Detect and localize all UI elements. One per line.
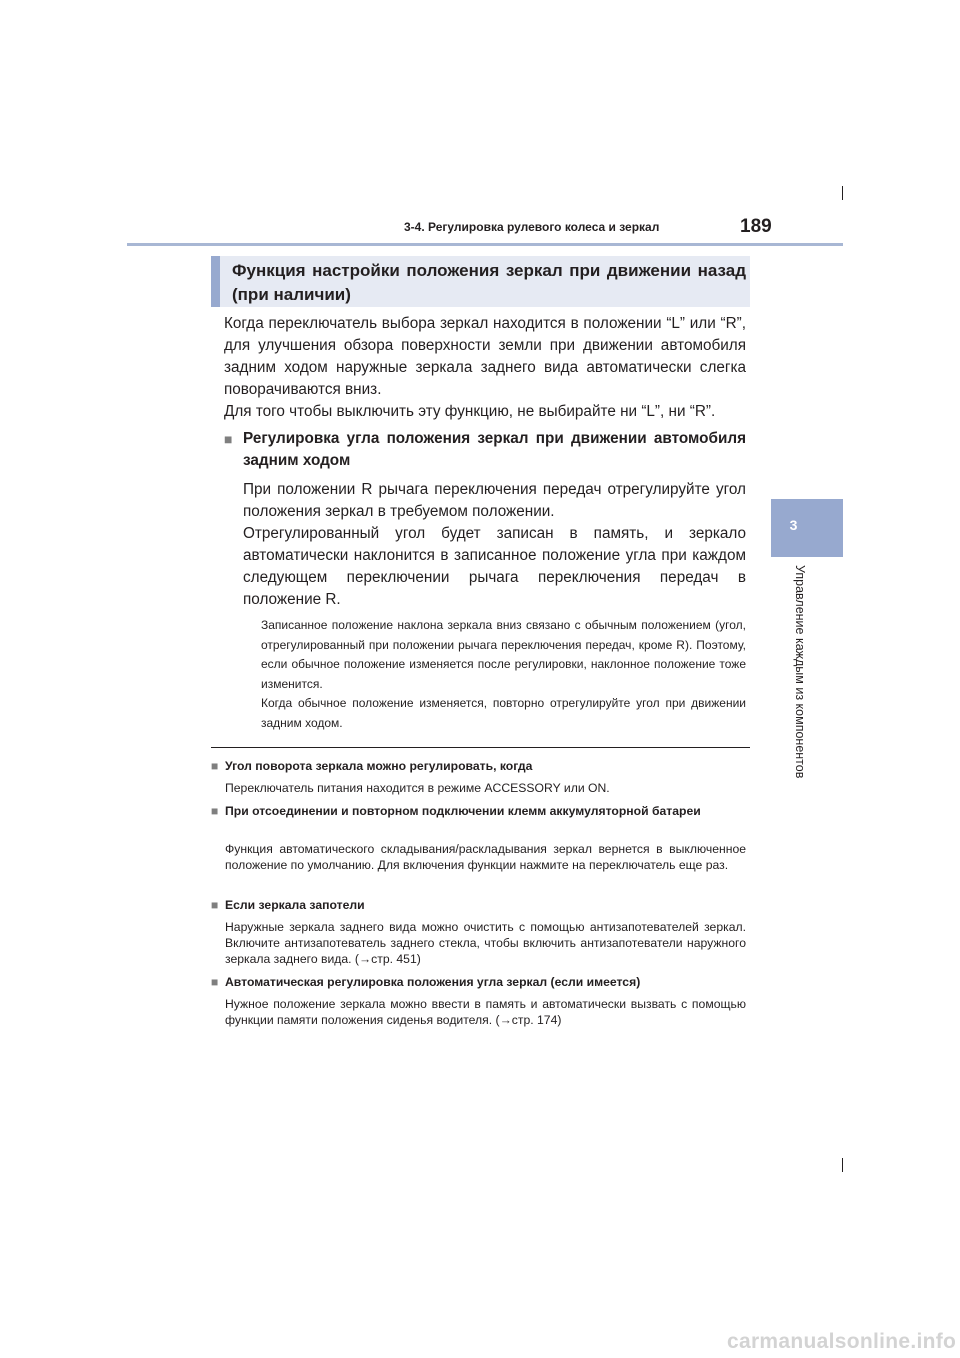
header-rule xyxy=(127,243,843,246)
section-title: Функция настройки положения зеркал при движении назад (при наличии) xyxy=(232,261,746,304)
chapter-tab xyxy=(771,499,843,557)
note-body-2: Функция автоматического складывания/раскладывания зеркал вернется в выключенное положение по умолчанию. Для включения функции нажмите на переключатель еще раз. xyxy=(225,842,746,873)
note-heading-2 xyxy=(211,803,751,819)
note-title-1: Угол поворота зеркала можно регулировать, когда xyxy=(225,759,533,773)
chapter-number: 3 xyxy=(789,517,798,533)
note-body-1: Переключатель питания находится в режиме ACCESSORY или ON. xyxy=(225,781,610,795)
note-heading-1 xyxy=(211,758,751,774)
square-bullet-icon: ■ xyxy=(211,975,219,989)
note-title-4: Автоматическая регулировка положения угла зеркал (если имеется) xyxy=(225,975,641,989)
note-body-3: Наружные зеркала заднего вида можно очистить с помощью антизапотевателей зеркал. Включите антизапотеватель заднего стекла, чтобы включить антизапотеватели наружного зеркала заднего вида. (→стр. 451) xyxy=(225,920,746,967)
chapter-label: Управление каждым из компонентов xyxy=(793,565,807,779)
intro-paragraph: Когда переключатель выбора зеркал находится в положении “L” или “R”, для улучшения обзора поверхности земли при движении автомобиля задним ходом наружные зеркала заднего вида автоматически слегка поворачиваются вниз. xyxy=(224,315,746,398)
subsection-paragraph: При положении R рычага переключения передач отрегулируйте угол положения зеркал в требуемом положении. xyxy=(243,481,746,520)
notes-divider xyxy=(211,747,750,748)
crop-mark-bottom xyxy=(842,1158,843,1172)
subsection-note: Записанное положение наклона зеркала вниз связано с обычным положением (угол, отрегулированный при положении рычага переключения передач, кроме R). Поэтому, если обычное положение изменяется после регулировки, наклонное положение тоже изменится. xyxy=(261,618,746,691)
watermark: carmanualsonline.info xyxy=(727,1330,957,1353)
square-bullet-icon: ■ xyxy=(211,759,219,773)
square-bullet-icon: ■ xyxy=(211,804,219,818)
section-heading-box xyxy=(211,256,750,307)
subsection-paragraph-2: Отрегулированный угол будет записан в память, и зеркало автоматически наклонится в записанное положение угла при каждом следующем переключении рычага переключения передач в положение R. xyxy=(243,525,746,608)
note-heading-4 xyxy=(211,974,751,990)
note-title-3: Если зеркала запотели xyxy=(225,898,365,912)
subsection-heading xyxy=(224,428,746,472)
note-body-4: Нужное положение зеркала можно ввести в память и автоматически вызвать с помощью функции памяти положения сиденья водителя. (→стр. 174) xyxy=(225,997,746,1028)
subsection-title: Регулировка угла положения зеркал при движении автомобиля задним ходом xyxy=(243,430,746,469)
running-header: 3-4. Регулировка рулевого колеса и зеркал xyxy=(404,220,660,234)
square-bullet-icon: ■ xyxy=(211,898,219,912)
note-heading-3 xyxy=(211,897,751,913)
intro-paragraph-2: Для того чтобы выключить эту функцию, не выбирайте ни “L”, ни “R”. xyxy=(224,403,716,420)
square-bullet-icon: ■ xyxy=(224,431,233,447)
crop-mark-top xyxy=(842,186,843,200)
page-number: 189 xyxy=(740,216,772,237)
note-title-2: При отсоединении и повторном подключении клемм аккумуляторной батареи xyxy=(225,804,701,818)
subsection-note-2: Когда обычное положение изменяется, повторно отрегулируйте угол при движении задним ходом. xyxy=(261,696,746,730)
